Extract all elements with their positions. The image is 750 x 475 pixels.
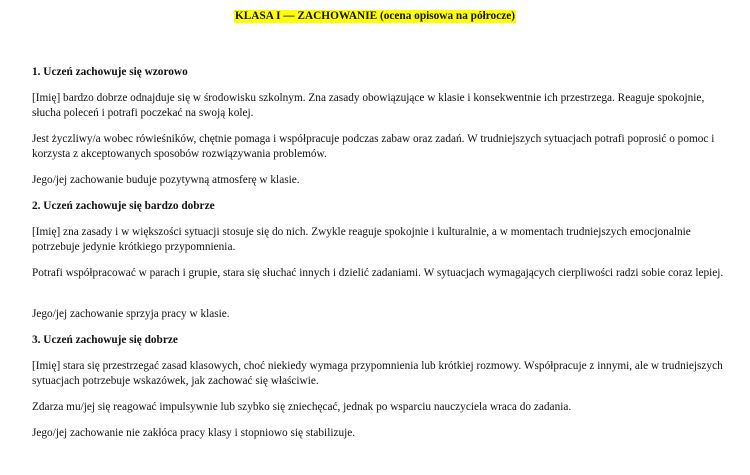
section-1-heading: 1. Uczeń zachowuje się wzorowo	[32, 66, 188, 78]
section-2-heading: 2. Uczeń zachowuje się bardzo dobrze	[32, 200, 215, 212]
section-3-paragraph-2: Zdarza mu/jej się reagować impulsywnie lub szybko się zniechęcać, jednak po wsparciu nauczyciela wraca do zadania.	[32, 401, 572, 413]
section-3-paragraph-1: [Imię] stara się przestrzegać zasad klasowych, choć niekiedy wymaga przypomnienia lub krótkiej rozmowy. Współpracuje z innymi, ale w trudniejszych sytuacjach potrzebuje wskazówek, jak zachować się właściwie.	[32, 360, 723, 387]
section-1-paragraph-2: Jest życzliwy/a wobec rówieśników, chętnie pomaga i współpracuje podczas zabaw oraz zadań. W trudniejszych sytuacjach potrafi poprosić o pomoc i korzysta z akceptowanych sposobów rozwiązywania problemów.	[32, 133, 715, 160]
section-2-paragraph-3: Jego/jej zachowanie sprzyja pracy w klasie.	[32, 308, 230, 320]
section-1-paragraph-1: [Imię] bardzo dobrze odnajduje się w środowisku szkolnym. Zna zasady obowiązujące w klasie i konsekwentnie ich przestrzega. Reaguje spokojnie, słucha poleceń i potrafi poczekać na swoją kolej.	[32, 92, 705, 119]
title-container	[0, 9, 750, 24]
document-body	[32, 65, 732, 441]
section-2-paragraph-2: Potrafi współpracować w parach i grupie, stara się słuchać innych i dzielić zadaniami. W sytuacjach wymagających cierpliwości radzi sobie coraz lepiej.	[32, 267, 724, 279]
section-3-paragraph-3: Jego/jej zachowanie nie zakłóca pracy klasy i stopniowo się stabilizuje.	[32, 427, 356, 439]
section-2-paragraph-1: [Imię] zna zasady i w większości sytuacji stosuje się do nich. Zwykle reaguje spokojnie i kulturalnie, a w momentach trudniejszych emocjonalnie potrzebuje jedynie krótkiego przypomnienia.	[32, 226, 691, 253]
section-1-paragraph-3: Jego/jej zachowanie buduje pozytywną atmosferę w klasie.	[32, 174, 300, 186]
section-3-heading: 3. Uczeń zachowuje się dobrze	[32, 334, 178, 346]
document-title: KLASA I — ZACHOWANIE (ocena opisowa na półrocze)	[234, 10, 516, 22]
